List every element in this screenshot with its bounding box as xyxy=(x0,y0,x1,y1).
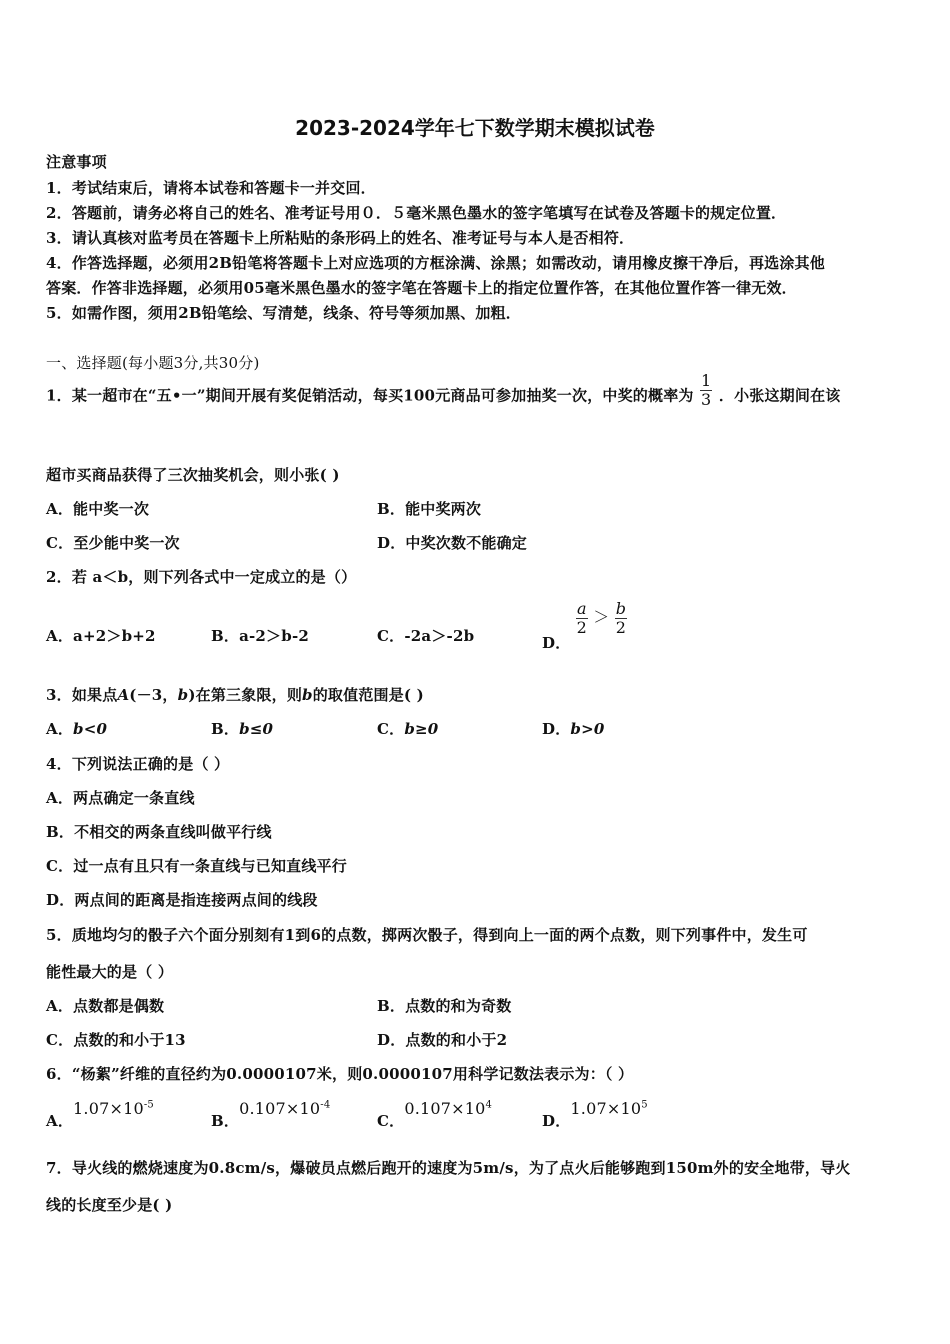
q4-option-a[interactable]: A．两点确定一条直线 xyxy=(46,789,195,807)
notice-item: 5．如需作图，须用2B铅笔绘、写清楚，线条、符号等须加黑、加粗． xyxy=(46,304,521,322)
q7-stem-line2: 线的长度至少是( ) xyxy=(46,1196,173,1214)
q3-c-label: C． xyxy=(377,720,405,738)
q2-d-fraction-b xyxy=(615,600,627,637)
q6-option-d[interactable] xyxy=(542,1098,648,1130)
q6-option-c[interactable] xyxy=(377,1098,493,1130)
q1-stem-post: ．小张这期间在该 xyxy=(718,386,841,405)
page-title: 2023-2024学年七下数学期末模拟试卷 xyxy=(295,116,655,140)
q6-option-a[interactable] xyxy=(46,1098,154,1130)
q3-option-a[interactable] xyxy=(46,718,107,739)
q1-stem-pre: 1．某一超市在“五•一”期间开展有奖促销活动，每买100元商品可参加抽奖一次，中奖的概率为 xyxy=(46,386,694,405)
q5-option-b[interactable]: B．点数的和为奇数 xyxy=(377,997,512,1015)
q2-d-fraction-a xyxy=(576,600,588,637)
q3-stem-mid2: )在第三象限，则 xyxy=(188,686,303,704)
section-heading: 一、选择题(每小题3分,共30分) xyxy=(46,354,260,372)
notice-item: 4．作答选择题，必须用2B铅笔将答题卡上对应选项的方框涂满、涂黑；如需改动，请用橡皮擦干净后，再选涂其他 xyxy=(46,254,825,272)
q2-d-label: D． xyxy=(542,633,571,652)
q6-c-label: C． xyxy=(377,1112,405,1130)
q7-stem-line1: 7．导火线的燃烧速度为0.8cm/s，爆破员点燃后跑开的速度为5m/s，为了点火后能够跑到150m外的安全地带，导火 xyxy=(46,1159,851,1177)
question-1 xyxy=(46,371,841,415)
q2-stem: 2．若 a＜b，则下列各式中一定成立的是（） xyxy=(46,568,357,586)
q6-c-expression xyxy=(404,1099,492,1118)
q2-d-operator: ＞ xyxy=(593,607,610,627)
q3-a-value: b<0 xyxy=(73,720,108,738)
q6-a-exponent: -5 xyxy=(143,1099,154,1111)
q6-b-base: 0.107×10 xyxy=(239,1099,321,1118)
q5-stem-line2: 能性最大的是（ ） xyxy=(46,963,174,981)
q1-option-d[interactable]: D．中奖次数不能确定 xyxy=(377,534,528,552)
q5-option-c[interactable]: C．点数的和小于13 xyxy=(46,1031,186,1049)
q3-a-label: A． xyxy=(46,720,74,738)
notice-item: 2．答题前，请务必将自己的姓名、准考证号用０．５毫米黑色墨水的签字笔填写在试卷及答题卡的规定位置． xyxy=(46,204,787,222)
q3-d-value: b>0 xyxy=(570,720,605,738)
q1-stem-line2: 超市买商品获得了三次抽奖机会，则小张( ) xyxy=(46,466,340,484)
q3-b-label: B． xyxy=(211,720,240,738)
q1-frac-denominator: 3 xyxy=(701,390,712,409)
q5-stem-line1: 5．质地均匀的骰子六个面分别刻有1到6的点数，掷两次骰子，得到向上一面的两个点数，则下列事件中，发生可 xyxy=(46,926,808,944)
q4-option-b[interactable]: B．不相交的两条直线叫做平行线 xyxy=(46,823,272,841)
q2-option-c[interactable]: C．-2a＞-2b xyxy=(377,627,475,645)
q2-d-denominator-a: 2 xyxy=(576,618,588,637)
q1-option-b[interactable]: B．能中奖两次 xyxy=(377,500,482,518)
notice-item: 3．请认真核对监考员在答题卡上所粘贴的条形码上的姓名、准考证号与本人是否相符． xyxy=(46,229,635,247)
q6-b-exponent: -4 xyxy=(320,1099,331,1111)
q3-option-c[interactable] xyxy=(377,718,438,739)
q4-option-d[interactable]: D．两点间的距离是指连接两点间的线段 xyxy=(46,891,318,909)
q1-frac-numerator: 1 xyxy=(701,371,712,390)
q3-stem-post: 的取值范围是( ) xyxy=(312,686,424,704)
q3-d-label: D． xyxy=(542,720,571,738)
q2-d-numerator-a: a xyxy=(576,599,587,618)
q5-option-a[interactable]: A．点数都是偶数 xyxy=(46,997,165,1015)
q6-d-expression xyxy=(570,1099,647,1118)
q2-option-d[interactable] xyxy=(542,599,627,652)
q3-stem xyxy=(46,684,424,705)
q6-a-base: 1.07×10 xyxy=(73,1099,144,1118)
q1-fraction xyxy=(699,372,713,409)
q3-stem-pre: 3．如果点 xyxy=(46,686,118,704)
q6-stem: 6．“杨絮”纤维的直径约为0.0000107米，则0.0000107用科学记数法表示为：（ ） xyxy=(46,1065,634,1083)
q6-d-exponent: 5 xyxy=(641,1099,648,1111)
q3-var-b: b xyxy=(177,686,189,704)
q3-stem-mid: (－3， xyxy=(129,686,178,704)
q6-a-expression xyxy=(73,1099,154,1118)
q6-b-expression xyxy=(239,1099,330,1118)
q6-b-label: B． xyxy=(211,1112,240,1130)
q6-d-label: D． xyxy=(542,1112,571,1130)
q4-option-c[interactable]: C．过一点有且只有一条直线与已知直线平行 xyxy=(46,857,347,875)
notice-item: 1．考试结束后，请将本试卷和答题卡一并交回． xyxy=(46,179,376,197)
q2-d-denominator-b: 2 xyxy=(615,618,627,637)
q3-option-b[interactable] xyxy=(211,718,273,739)
q6-c-base: 0.107×10 xyxy=(404,1099,486,1118)
q6-a-label: A． xyxy=(46,1112,74,1130)
q3-var-b2: b xyxy=(302,686,313,704)
q3-b-value: b≤0 xyxy=(239,720,274,738)
q2-d-numerator-b: b xyxy=(615,599,627,618)
notice-item: 答案．作答非选择题，必须用05毫米黑色墨水的签字笔在答题卡上的指定位置作答，在其他位置作答一律无效． xyxy=(46,279,797,297)
q1-option-c[interactable]: C．至少能中奖一次 xyxy=(46,534,180,552)
q3-point-a: A xyxy=(117,686,130,704)
q5-option-d[interactable]: D．点数的和小于2 xyxy=(377,1031,508,1049)
q6-c-exponent: 4 xyxy=(485,1099,493,1111)
notice-heading: 注意事项 xyxy=(46,153,107,171)
q6-d-base: 1.07×10 xyxy=(570,1099,642,1118)
q1-option-a[interactable]: A．能中奖一次 xyxy=(46,500,150,518)
q6-option-b[interactable] xyxy=(211,1098,331,1130)
q3-c-value: b≥0 xyxy=(404,720,439,738)
q2-option-a[interactable]: A．a+2＞b+2 xyxy=(46,627,156,645)
q2-option-b[interactable]: B．a-2＞b-2 xyxy=(211,627,310,645)
q3-option-d[interactable] xyxy=(542,718,605,739)
q4-stem: 4．下列说法正确的是（ ） xyxy=(46,755,230,773)
